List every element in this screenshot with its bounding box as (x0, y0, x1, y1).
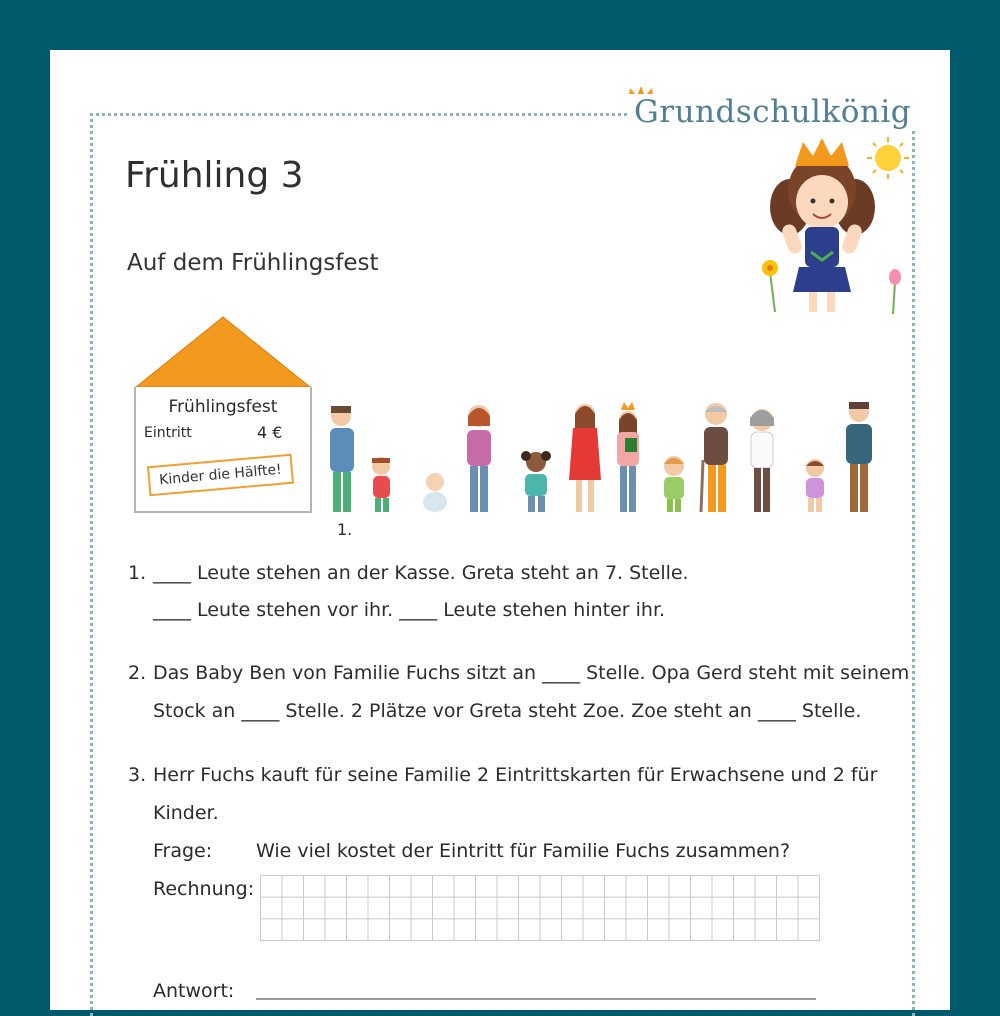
question-text-line: Das Baby Ben von Familie Fuchs sitzt an ____ Stelle. Opa Gerd steht mit seinem (153, 662, 910, 684)
booth-discount-stamp: Kinder die Hälfte! (147, 454, 294, 497)
queue-illustration (325, 400, 885, 520)
worksheet-page (50, 50, 950, 1010)
ticket-booth-sign (134, 387, 312, 513)
booth-title: Frühlingsfest (168, 397, 278, 417)
booth-price: 4 € (257, 423, 283, 442)
calculation-grid[interactable] (260, 875, 820, 941)
rechnung-label: Rechnung: (153, 878, 255, 900)
question-text-line: Herr Fuchs kauft für seine Familie 2 Eintrittskarten für Erwachsene und 2 für (153, 764, 878, 786)
frage-text: Wie viel kostet der Eintritt für Familie Fuchs zusammen? (256, 840, 791, 862)
person-figure (617, 402, 639, 512)
question-text-line: ____ Leute stehen vor ihr. ____ Leute stehen hinter ihr. (153, 599, 666, 621)
person-figure (372, 457, 390, 512)
person-figure (750, 409, 774, 512)
flower-icon (762, 260, 778, 312)
frage-label: Frage: (153, 840, 213, 862)
queue-position-label: 1. (337, 520, 353, 539)
person-figure (701, 403, 728, 512)
person-figure (423, 473, 447, 512)
question-number: 2. (128, 662, 147, 684)
mascot-girl-illustration (755, 132, 915, 317)
question-text-line: Stock an ____ Stelle. 2 Plätze vor Greta steht Zoe. Zoe steht an ____ Stelle. (153, 700, 862, 722)
question-text-line: ____ Leute stehen an der Kasse. Greta steht an 7. Stelle. (153, 562, 689, 584)
booth-entry-label: Eintritt (144, 425, 192, 441)
question-number: 1. (128, 562, 147, 584)
person-figure (521, 451, 551, 512)
person-figure (467, 405, 491, 512)
sun-icon (867, 137, 909, 179)
worksheet-title: Frühling 3 (125, 155, 304, 196)
question-text-line: Kinder. (153, 802, 219, 824)
roof-shape (134, 315, 312, 389)
worksheet-subtitle: Auf dem Frühlingsfest (127, 250, 379, 276)
question-number: 3. (128, 764, 147, 786)
person-figure (330, 406, 354, 512)
flower-icon (889, 269, 901, 314)
person-figure (664, 456, 684, 512)
person-figure (569, 404, 601, 512)
antwort-label: Antwort: (153, 980, 235, 1002)
person-figure (846, 402, 872, 512)
brand-logo: Grundschulkönig (628, 94, 917, 130)
person-figure (806, 459, 824, 512)
